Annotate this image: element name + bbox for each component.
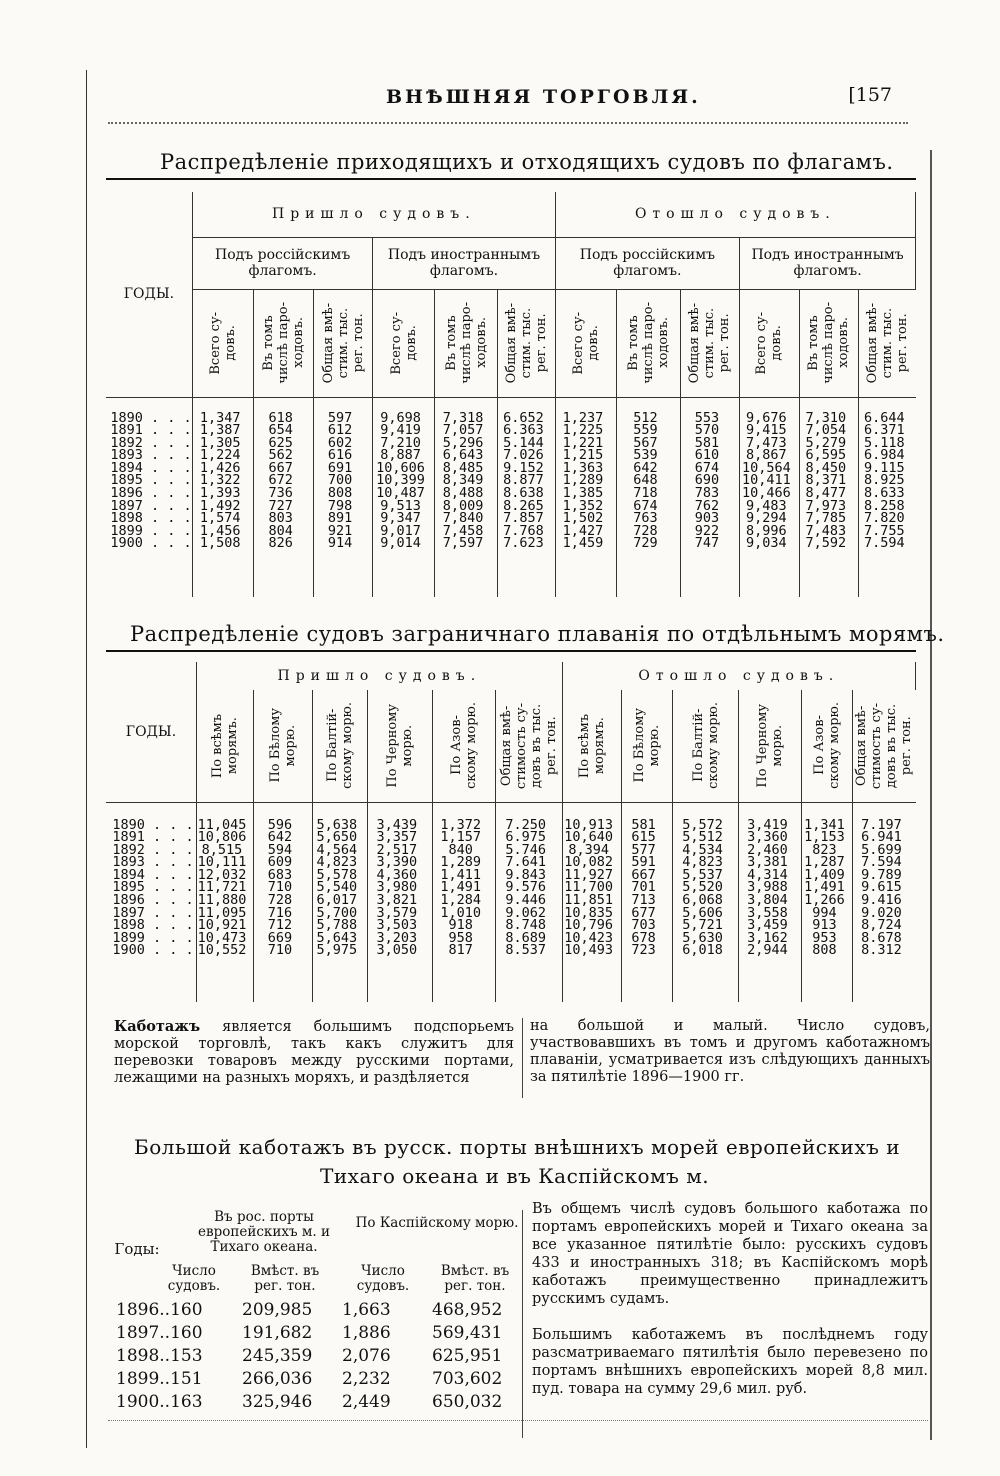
page-header xyxy=(86,84,936,114)
table1-data-col: 1,347 1,387 1,305 1,224 1,426 1,322 1,393 1,492 1,574 1,456 1,508 xyxy=(192,397,253,597)
table2-col-azov: По Азов- скому морю. xyxy=(812,702,843,790)
table2-data-col: 581 615 577 591 667 701 713 677 703 678 723 xyxy=(621,802,672,1002)
running-title: ВНѢШНЯЯ ТОРГОВЛЯ. xyxy=(386,86,701,108)
table3-divider xyxy=(522,1210,523,1438)
table1-col-tonnage: Общая вмѣ- стим. тыс. рег. тон. xyxy=(864,302,910,384)
table2-data-col: 3,439 3,357 2,517 3,390 4,360 3,980 3,821 3,579 3,503 3,203 3,050 xyxy=(367,802,432,1002)
table3-group1-header: Въ рос. порты европейскихъ м. и Тихаго океана. xyxy=(198,1209,330,1255)
table1-col-steam: Въ томъ числѣ паро- ходовъ. xyxy=(806,302,852,384)
table2-data-col: 5,572 5,512 4,534 4,823 5,537 5,520 6,068 5,606 5,721 5,630 6,018 xyxy=(672,802,739,1002)
table2-title: Распредѣленіе судовъ заграничнаго плаванія по отдѣльнымъ морямъ. xyxy=(130,622,945,646)
table1-data-col: 6.652 6.363 5.144 7.026 9.152 8.877 8.638 8.265 7.857 7.768 7.623 xyxy=(498,397,555,597)
table1-col-total: Всего су- довъ. xyxy=(570,311,601,375)
table1-col-steam: Въ томъ числѣ паро- ходовъ. xyxy=(443,302,489,384)
table1-top-rule xyxy=(106,178,916,180)
table1-col-total: Всего су- довъ. xyxy=(754,311,785,375)
table1-data-col: 597 612 602 616 691 700 808 798 891 921 914 xyxy=(313,397,372,597)
table1-data-col: 6.644 6.371 5.118 6.984 9.115 8.925 8.633 8.258 7.820 7.755 7.594 xyxy=(863,409,905,552)
table2-data-col: 7.197 6.941 5.699 7.594 9.789 9.615 9.416 9.020 8,724 8.678 8.312 xyxy=(861,816,902,959)
table2-col-all: По всѣмъ морямъ. xyxy=(576,713,607,778)
table3-col-tonnage2: Вмѣст. въ рег. тон. xyxy=(440,1263,510,1294)
page-number: [157 xyxy=(848,84,892,106)
cabotage-lead-term: Каботажъ xyxy=(114,1018,201,1035)
table1-data-col: 7,318 7,057 5,296 6,643 8,485 8,349 8,488 8,009 7,840 7,458 7,597 xyxy=(434,397,497,597)
table3-title-line1: Большой каботажъ въ русск. порты внѣшнихъ морей европейскихъ и xyxy=(134,1135,901,1159)
table1-col-total: Всего су- довъ. xyxy=(388,311,419,375)
table2-data-col: 7.250 6.975 5.746 7.641 9.843 9.576 9.446 9.062 8.748 8.689 8.537 xyxy=(495,802,562,1002)
table2-data-col: 1,372 1,157 840 1,289 1,411 1,491 1,284 1,010 918 958 817 xyxy=(432,802,495,1002)
table1-data-col: 618 654 625 562 667 672 736 727 803 804 826 xyxy=(254,397,313,597)
table3-row: 1896..160 209,985 1,663 468,952 xyxy=(116,1300,503,1320)
table2-data-col: 3,419 3,360 2,460 3,381 4,314 3,988 3,804 3,558 3,459 3,162 2,944 xyxy=(739,802,802,1002)
table2-col-baltic: По Балтій- скому морю. xyxy=(324,702,355,790)
cabotage-paragraph-right: на большой и малый. Число судовъ, участвовавшихъ въ томъ и другомъ каботажномъ плаваніи, усматривается изъ слѣдующихъ данныхъ за пятилѣтіе 1896—1900 гг. xyxy=(530,1018,930,1085)
table2-top-rule xyxy=(106,650,916,652)
table3-col-tonnage1: Вмѣст. въ рег. тон. xyxy=(250,1263,320,1294)
header-ornament-rule xyxy=(108,122,908,134)
table1 xyxy=(106,192,916,597)
table1-col-tonnage: Общая вмѣ- стим. тыс. рег. тон. xyxy=(320,302,366,384)
table2-years: 1890 . . . 1891 . . . 1892 . . . 1893 . . . 1894 . . . 1895 . . . 1896 . . . 1897 . . . 1898 . . . 1899 . . . 1900 . . . xyxy=(106,802,196,1002)
table2 xyxy=(106,662,916,1002)
table3-title-line2: Тихаго океана и въ Каспійскомъ м. xyxy=(320,1164,710,1188)
table2-col-tonnage: Общая вмѣ- стимость су- довъ въ тыс. рег. тон. xyxy=(854,702,915,789)
table1-title: Распредѣленіе приходящихъ и отходящихъ судовъ по флагамъ. xyxy=(160,150,894,174)
table2-col-white: По Бѣлому морю. xyxy=(631,708,662,784)
table2-arrived-header: Пришло судовъ. xyxy=(196,662,562,690)
page-frame-right-rule xyxy=(930,150,932,1440)
table1-data-col: 553 570 581 610 674 690 783 762 903 922 747 xyxy=(680,397,739,597)
table3-row: 1897..160 191,682 1,886 569,431 xyxy=(116,1323,503,1343)
table3-row: 1898..153 245,359 2,076 625,951 xyxy=(116,1346,503,1366)
table3-row: 1899..151 266,036 2,232 703,602 xyxy=(116,1369,503,1389)
table1-col-steam: Въ томъ числѣ паро- ходовъ. xyxy=(625,302,671,384)
table2-departed-header: Отошло судовъ. xyxy=(562,662,915,690)
bottom-rule xyxy=(108,1420,928,1422)
table3-years-header: Годы: xyxy=(114,1240,160,1258)
table2-data-col: 5,638 5,650 4,564 4,823 5,578 5,540 6,017 5,700 5,788 5,643 5,975 xyxy=(312,802,367,1002)
table1-arr-russian-flag: Подъ россійскимъ флагомъ. xyxy=(192,237,372,289)
table2-col-tonnage: Общая вмѣ- стимость су- довъ въ тыс. рег. тон. xyxy=(498,702,559,789)
table3-note-p1: Въ общемъ числѣ судовъ большого каботажа по портамъ европейскихъ морей и Тихаго океана за все указанное пятилѣтіе было: русскихъ судовъ 433 и иностранныхъ 318; въ Каспійскомъ морѣ каботажъ преимущественно принадлежитъ русскимъ судамъ. xyxy=(532,1201,928,1307)
table1-col-tonnage: Общая вмѣ- стим. тыс. рег. тон. xyxy=(687,302,733,384)
table1-data-col: 9,676 9,415 7,473 8,867 10,564 10,411 10,466 9,483 9,294 8,996 9,034 xyxy=(740,397,799,597)
table1-col-tonnage: Общая вмѣ- стим. тыс. рег. тон. xyxy=(503,302,549,384)
table1-data-col: 9,698 9,419 7,210 8,887 10,606 10,399 10,487 9,513 9,347 9,017 9,014 xyxy=(373,397,434,597)
table1-arr-foreign-flag: Подъ иностраннымъ флагомъ. xyxy=(373,237,555,289)
table1-col-total: Всего су- довъ. xyxy=(208,311,239,375)
table1-years-header: ГОДЫ. xyxy=(106,192,192,397)
table1-data-col: 1,237 1,225 1,221 1,215 1,363 1,289 1,385 1,352 1,502 1,427 1,459 xyxy=(555,397,616,597)
table2-col-black: По Черному морю. xyxy=(755,703,786,788)
table1-data-col: 512 559 567 539 642 648 718 674 763 728 729 xyxy=(617,397,680,597)
table1-departed-header: Отошло судовъ. xyxy=(555,192,915,237)
table3-note-p2: Большимъ каботажемъ въ послѣднемъ году разсматриваемаго пятилѣтія было перевезено по портамъ внѣшнихъ европейскихъ морей 8,8 мил. пуд. товара на сумму 29,6 мил. руб. xyxy=(532,1327,928,1397)
cabotage-paragraph-left: Каботажъ является большимъ подспорьемъ морской торговлѣ, такъ какъ служитъ для перевозки товаровъ между русскими портами, лежащими на разныхъ моряхъ, и раздѣляется xyxy=(114,1018,514,1086)
table2-data-col: 1,341 1,153 823 1,287 1,409 1,491 1,266 994 913 953 808 xyxy=(802,802,853,1002)
table1-dep-foreign-flag: Подъ иностраннымъ флагомъ. xyxy=(740,237,916,289)
table1-data-col: 7,310 7,054 5,279 6,595 8,450 8,371 8,477 7,973 7,785 7,483 7,592 xyxy=(799,397,858,597)
table3-row: 1900..163 325,946 2,449 650,032 xyxy=(116,1392,503,1412)
table1-dep-russian-flag: Подъ россійскимъ флагомъ. xyxy=(555,237,739,289)
table3-col-count1: Число судовъ. xyxy=(167,1263,221,1294)
table2-data-col: 11,045 10,806 8,515 10,111 12,032 11,721 11,880 11,095 10,921 10,473 10,552 xyxy=(196,802,253,1002)
table3-col-count2: Число судовъ. xyxy=(356,1263,410,1294)
table1-arrived-header: Пришло судовъ. xyxy=(192,192,555,237)
table1-col-steam: Въ томъ числѣ паро- ходовъ. xyxy=(261,302,307,384)
table2-col-azov: По Азов- скому морю. xyxy=(448,702,479,790)
table2-col-white: По Бѣлому морю. xyxy=(267,708,298,784)
column-divider xyxy=(522,1018,523,1098)
table2-years-header: ГОДЫ. xyxy=(106,662,196,802)
table2-col-baltic: По Балтій- скому морю. xyxy=(690,702,721,790)
table1-years: 1890 . . . 1891 . . . 1892 . . . 1893 . . . 1894 . . . 1895 . . . 1896 . . . 1897 . . . 1898 . . . 1899 . . . 1900 . . . xyxy=(106,397,192,597)
table2-col-black: По Черному морю. xyxy=(384,703,415,788)
table2-data-col: 596 642 594 609 683 710 728 716 712 669 710 xyxy=(253,802,312,1002)
table2-col-all: По всѣмъ морямъ. xyxy=(209,713,240,778)
table2-data-col: 10,913 10,640 8,394 10,082 11,927 11,700 11,851 10,835 10,796 10,423 10,493 xyxy=(562,802,621,1002)
table3-group2-header: По Каспійскому морю. xyxy=(355,1215,519,1231)
